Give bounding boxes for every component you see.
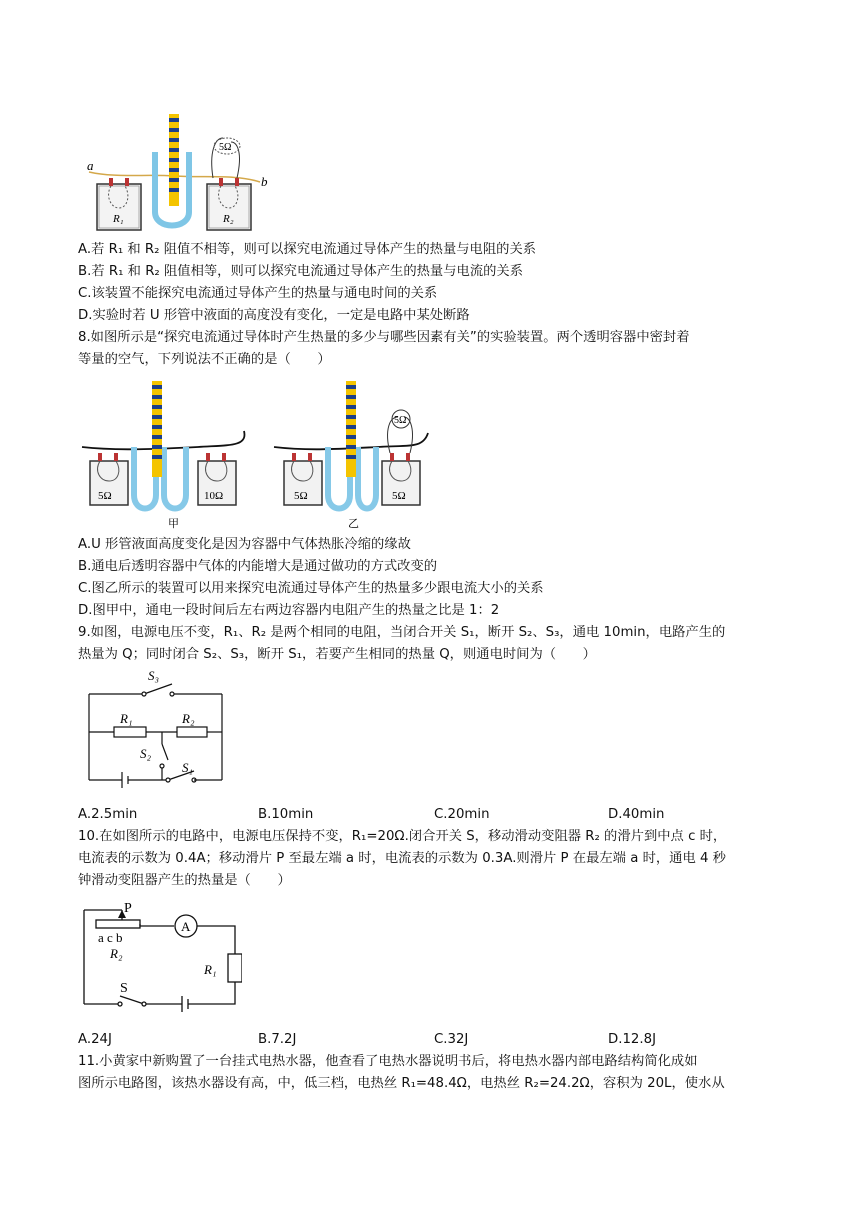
q9-label-r1: R₁ <box>120 711 133 726</box>
q7-option-c: C.该装置不能探究电流通过导体产生的热量与通电时间的关系 <box>78 286 438 301</box>
q7-figure <box>85 112 285 235</box>
q11-stem-line1: 11.小黄家中新购置了一台挂式电热水器，他查看了电热水器说明书后，将电热水器内部电路结构简化成如 <box>78 1054 698 1069</box>
q7-option-a: A.若 R₁ 和 R₂ 阻值不相等，则可以探究电流通过导体产生的热量与电阻的关系 <box>78 242 537 257</box>
q8-jia-left-ohm: 5Ω <box>98 490 112 502</box>
q9-stem-line1: 9.如图，电源电压不变，R₁、R₂ 是两个相同的电阻，当闭合开关 S₁，断开 S₂、S₃，通电 10min，电路产生的 <box>78 625 726 640</box>
q10-label-s: S <box>120 981 128 996</box>
q9-option-a: A.2.5min <box>78 807 138 822</box>
q7-label-r1: R₁ <box>113 213 124 225</box>
q9-label-s2: S₂ <box>140 746 152 761</box>
q8-jia-right-ohm: 10Ω <box>204 490 224 502</box>
q9-circuit <box>84 668 229 792</box>
q9-option-b: B.10min <box>258 807 314 822</box>
q10-circuit <box>80 900 242 1014</box>
q10-option-d: D.12.8J <box>608 1032 656 1047</box>
q8-figure <box>78 377 448 530</box>
q10-stem-line2: 电流表的示数为 0.4A；移动滑片 P 至最左端 a 时，电流表的示数为 0.3A.则滑片 P 在最左端 a 时，通电 4 秒 <box>78 851 726 866</box>
q10-option-c: C.32J <box>434 1032 469 1047</box>
q10-stem-line3: 钟滑动变阻器产生的热量是（ ） <box>78 873 291 888</box>
q8-caption-yi: 乙 <box>348 517 359 530</box>
q8-yi-left-ohm: 5Ω <box>294 490 308 502</box>
q7-option-b: B.若 R₁ 和 R₂ 阻值相等，则可以探究电流通过导体产生的热量与电流的关系 <box>78 264 524 279</box>
q8-stem-line2: 等量的空气，下列说法不正确的是（ ） <box>78 352 331 367</box>
q8-caption-jia: 甲 <box>168 517 179 530</box>
q7-option-d: D.实验时若 U 形管中液面的高度没有变化，一定是电路中某处断路 <box>78 308 470 323</box>
q10-option-b: B.7.2J <box>258 1032 297 1047</box>
q7-label-a: a <box>87 158 94 173</box>
q8-option-b: B.通电后透明容器中气体的内能增大是通过做功的方式改变的 <box>78 559 438 574</box>
q10-ammeter-a: A <box>181 919 191 934</box>
q8-option-a: A.U 形管液面高度变化是因为容器中气体热胀冷缩的缘故 <box>78 537 411 552</box>
q10-label-p: P <box>124 901 132 916</box>
q7-label-5ohm: 5Ω <box>219 142 232 153</box>
q10-option-a: A.24J <box>78 1032 112 1047</box>
q10-label-r2: R₂ <box>110 946 123 961</box>
q10-label-abc: a c b <box>98 930 123 945</box>
q11-stem-line2: 图所示电路图，该热水器设有高，中，低三档，电热丝 R₁=48.4Ω，电热丝 R₂=24.2Ω，容积为 20L，使水从 <box>78 1076 725 1091</box>
q8-option-c: C.图乙所示的装置可以用来探究电流通过导体产生的热量多少跟电流大小的关系 <box>78 581 544 596</box>
q8-stem-line1: 8.如图所示是“探究电流通过导体时产生热量的多少与哪些因素有关”的实验装置。两个透明容器中密封着 <box>78 330 690 345</box>
q8-yi-top-ohm: 5Ω <box>394 415 407 426</box>
q9-label-s3: S₃ <box>148 668 160 683</box>
q9-option-d: D.40min <box>608 807 665 822</box>
q8-yi-right-ohm: 5Ω <box>392 490 406 502</box>
q10-label-r1: R₁ <box>204 962 217 977</box>
q9-stem-line2: 热量为 Q；同时闭合 S₂、S₃，断开 S₁，若要产生相同的热量 Q，则通电时间为（ ） <box>78 647 596 662</box>
q10-stem-line1: 10.在如图所示的电路中，电源电压保持不变，R₁=20Ω.闭合开关 S，移动滑动变阻器 R₂ 的滑片到中点 c 时， <box>78 829 727 844</box>
q8-option-d: D.图甲中，通电一段时间后左右两边容器内电阻产生的热量之比是 1：2 <box>78 603 500 618</box>
q7-label-r2: R₂ <box>223 213 234 225</box>
q9-label-s1: S₁ <box>182 760 194 775</box>
q7-label-b: b <box>261 174 268 189</box>
q9-label-r2: R₂ <box>182 711 195 726</box>
q9-option-c: C.20min <box>434 807 490 822</box>
